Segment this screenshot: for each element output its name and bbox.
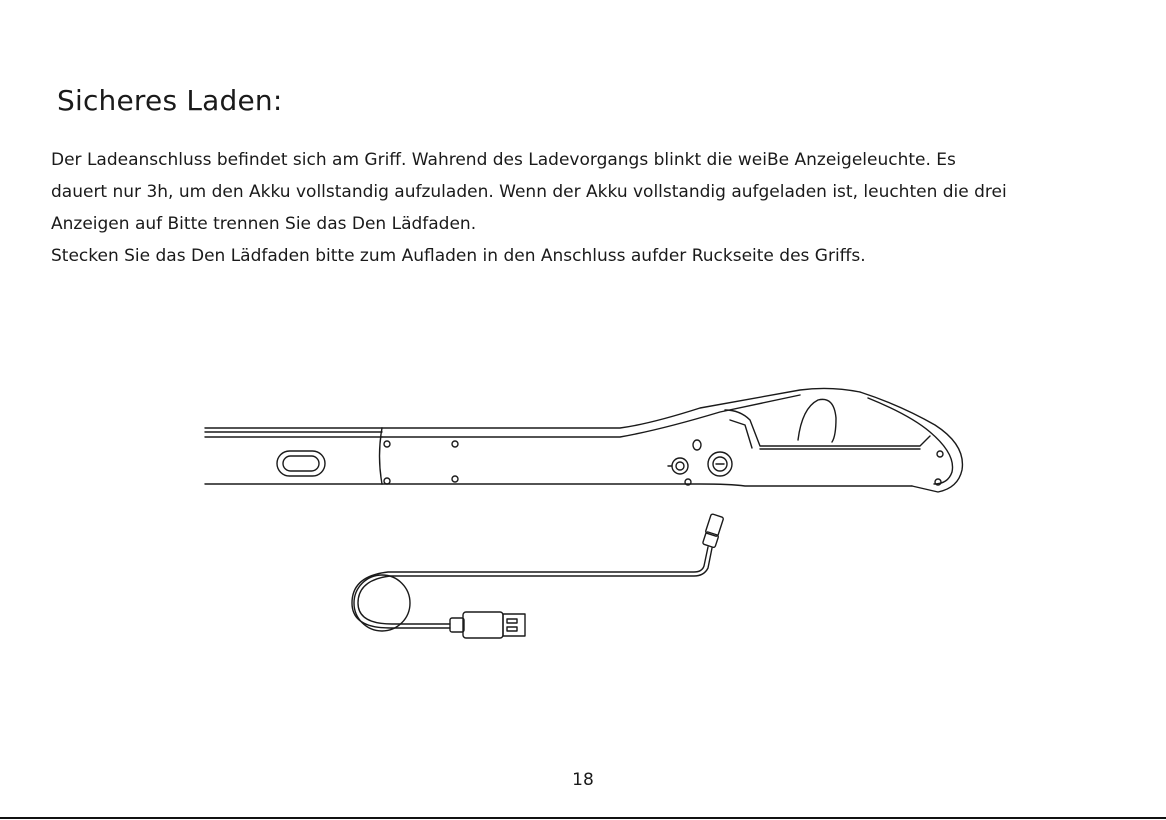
device-handle-drawing: [205, 388, 962, 492]
usb-a-plug-icon: [450, 612, 525, 638]
instruction-line: Der Ladeanschluss befindet sich am Griff. Wahrend des Ladevorgangs blinkt die weiBe Anzeigeleuchte. Es: [51, 150, 956, 170]
power-switch-icon: [277, 451, 325, 476]
charging-illustration: [0, 380, 1166, 660]
page-bottom-rule: [0, 817, 1166, 819]
instruction-line: Anzeigen auf Bitte trennen Sie das Den Lädfaden.: [51, 214, 477, 234]
instructions-text: [51, 144, 1131, 272]
page-title: Sicheres Laden:: [57, 84, 283, 117]
connector-knob-icon: [668, 458, 688, 474]
usb-c-plug-icon: [705, 514, 724, 537]
indicator-light-icon: [693, 440, 701, 450]
charging-cable-drawing: [352, 514, 724, 638]
instruction-line: dauert nur 3h, um den Akku vollstandig aufzuladen. Wenn der Akku vollstandig aufgeladen ist, leuchten die drei: [51, 182, 1007, 202]
screw-icon: [384, 441, 943, 485]
trigger-icon: [798, 399, 836, 442]
page-number: 18: [572, 770, 594, 790]
instruction-line: Stecken Sie das Den Lädfaden bitte zum Aufladen in den Anschluss aufder Ruckseite des Griffs.: [51, 246, 866, 266]
charging-port-icon: [708, 452, 732, 476]
